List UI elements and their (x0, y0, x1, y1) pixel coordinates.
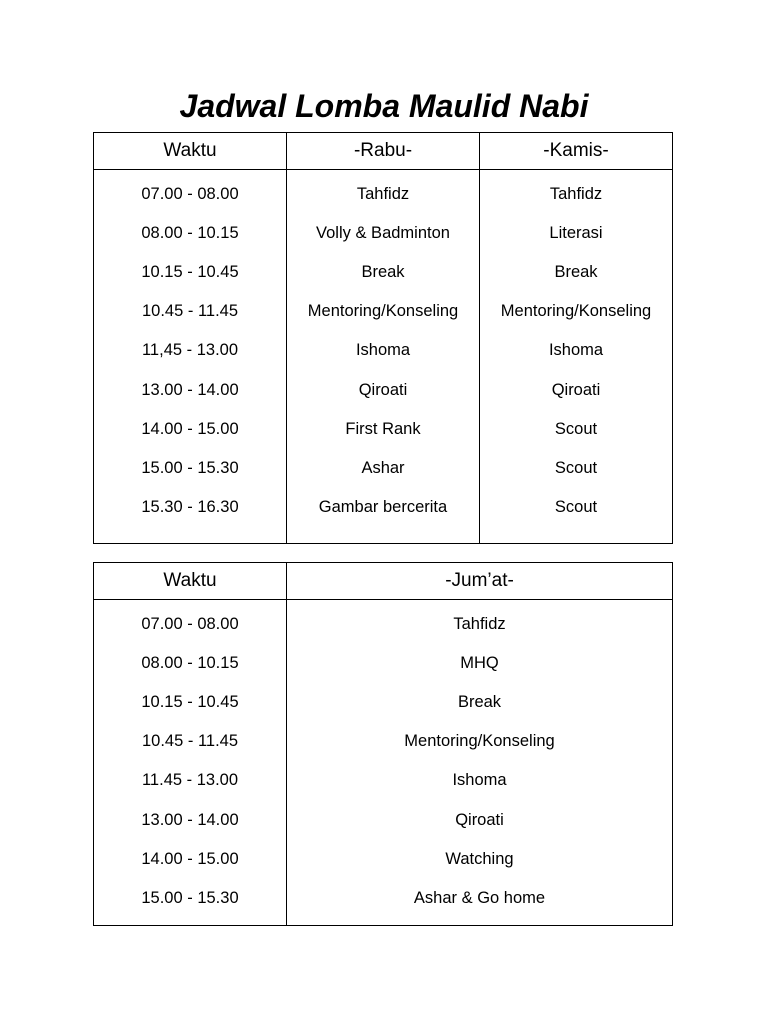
rabu-column (287, 170, 480, 543)
rabu-activity-cell: Tahfidz (356, 185, 410, 204)
table-body (94, 170, 672, 543)
rabu-activity-cell: Break (361, 263, 405, 282)
table-header-row (94, 133, 672, 170)
time-cell: 10.45 - 11.45 (141, 302, 239, 321)
table-header-row (94, 563, 672, 600)
time-cell: 13.00 - 14.00 (141, 810, 239, 829)
time-cell: 08.00 - 10.15 (141, 224, 239, 243)
jumat-column (287, 600, 672, 925)
time-cell: 08.00 - 10.15 (141, 654, 239, 673)
kamis-activity-cell: Mentoring/Konseling (500, 302, 652, 321)
document-title: Jadwal Lomba Maulid Nabi (179, 88, 589, 124)
time-cell: 15.00 - 15.30 (141, 888, 239, 907)
rabu-activity-cell: Ashar (361, 458, 405, 477)
schedule-table-jumat (93, 562, 673, 926)
jumat-activity-cell: Watching (445, 849, 514, 868)
time-cell: 07.00 - 08.00 (141, 185, 239, 204)
rabu-activity-cell: Gambar bercerita (318, 497, 448, 516)
time-cell: 10.15 - 10.45 (141, 693, 239, 712)
header-jumat: -Jum’at- (445, 570, 514, 591)
jumat-activity-cell: Ashar & Go home (413, 888, 546, 907)
jumat-activity-cell: Mentoring/Konseling (404, 732, 555, 751)
rabu-activity-cell: Ishoma (355, 341, 411, 360)
time-cell: 07.00 - 08.00 (141, 615, 239, 634)
time-column (94, 170, 287, 543)
table-body (94, 600, 672, 925)
header-waktu: Waktu (94, 133, 287, 169)
rabu-activity-cell: Mentoring/Konseling (307, 302, 459, 321)
jumat-activity-cell: Qiroati (455, 810, 504, 829)
time-cell: 14.00 - 15.00 (141, 419, 239, 438)
kamis-activity-cell: Scout (554, 419, 598, 438)
kamis-activity-cell: Break (554, 263, 598, 282)
jumat-activity-cell: Tahfidz (453, 615, 506, 634)
jumat-activity-cell: MHQ (460, 654, 499, 673)
time-column (94, 600, 287, 925)
time-cell: 10.45 - 11.45 (141, 732, 239, 751)
kamis-column (480, 170, 672, 543)
time-cell: 11.45 - 13.00 (141, 771, 239, 790)
rabu-activity-cell: First Rank (345, 419, 421, 438)
kamis-activity-cell: Tahfidz (549, 185, 603, 204)
header-waktu: Waktu (94, 563, 287, 599)
time-cell: 14.00 - 15.00 (141, 849, 239, 868)
time-cell: 13.00 - 14.00 (141, 380, 239, 399)
time-cell: 10.15 - 10.45 (141, 263, 239, 282)
kamis-activity-cell: Scout (554, 458, 598, 477)
kamis-activity-cell: Literasi (549, 224, 603, 243)
time-cell: 15.00 - 15.30 (141, 458, 239, 477)
kamis-activity-cell: Scout (554, 497, 598, 516)
schedule-table-rabu-kamis (93, 132, 673, 544)
kamis-activity-cell: Ishoma (548, 341, 604, 360)
time-cell: 15.30 - 16.30 (141, 497, 239, 516)
jumat-activity-cell: Ishoma (452, 771, 507, 790)
rabu-activity-cell: Volly & Badminton (316, 224, 450, 243)
kamis-activity-cell: Qiroati (551, 380, 601, 399)
header-kamis: -Kamis- (543, 140, 609, 161)
header-rabu: -Rabu- (287, 133, 480, 169)
time-cell: 11,45 - 13.00 (141, 341, 239, 360)
rabu-activity-cell: Qiroati (358, 380, 408, 399)
jumat-activity-cell: Break (457, 693, 502, 712)
